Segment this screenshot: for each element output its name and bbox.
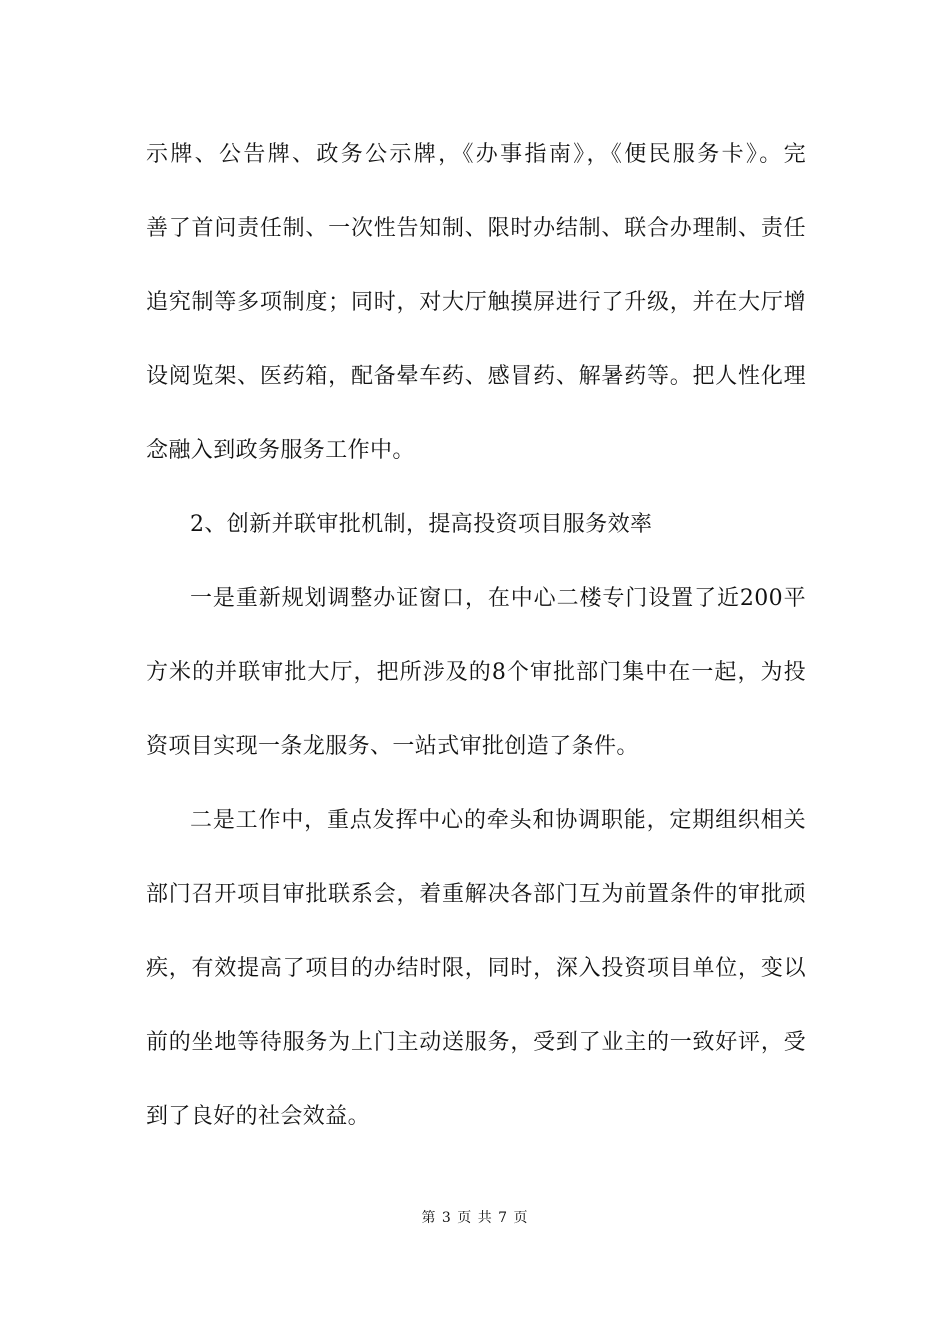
paragraph-line: 示牌、公告牌、政务公示牌，《办事指南》，《便民服务卡》。完 xyxy=(146,142,806,167)
paragraph-line: 善了首问责任制、一次性告知制、限时办结制、联合办理制、责任 xyxy=(146,216,806,241)
paragraph-line: 设阅览架、医药箱，配备晕车药、感冒药、解暑药等。把人性化理 xyxy=(146,364,806,389)
page-number-footer: 第 3 页 共 7 页 xyxy=(421,1210,529,1226)
paragraph-line: 念融入到政务服务工作中。 xyxy=(146,438,415,463)
paragraph-line: 部门召开项目审批联系会，着重解决各部门互为前置条件的审批顽 xyxy=(146,882,806,907)
paragraph-line: 方米的并联审批大厅，把所涉及的8个审批部门集中在一起，为投 xyxy=(146,660,806,685)
paragraph-line: 二是工作中，重点发挥中心的牵头和协调职能，定期组织相关 xyxy=(190,808,806,833)
paragraph-line: 一是重新规划调整办证窗口，在中心二楼专门设置了近200平 xyxy=(190,586,806,611)
paragraph-line: 资项目实现一条龙服务、一站式审批创造了条件。 xyxy=(146,734,639,759)
paragraph-line: 前的坐地等待服务为上门主动送服务，受到了业主的一致好评，受 xyxy=(146,1030,806,1055)
section-heading: 2、创新并联审批机制，提高投资项目服务效率 xyxy=(190,512,653,537)
paragraph-line: 到了良好的社会效益。 xyxy=(146,1104,371,1129)
paragraph-line: 追究制等多项制度；同时，对大厅触摸屏进行了升级，并在大厅增 xyxy=(146,290,806,315)
paragraph-line: 疾，有效提高了项目的办结时限，同时，深入投资项目单位，变以 xyxy=(146,956,806,981)
